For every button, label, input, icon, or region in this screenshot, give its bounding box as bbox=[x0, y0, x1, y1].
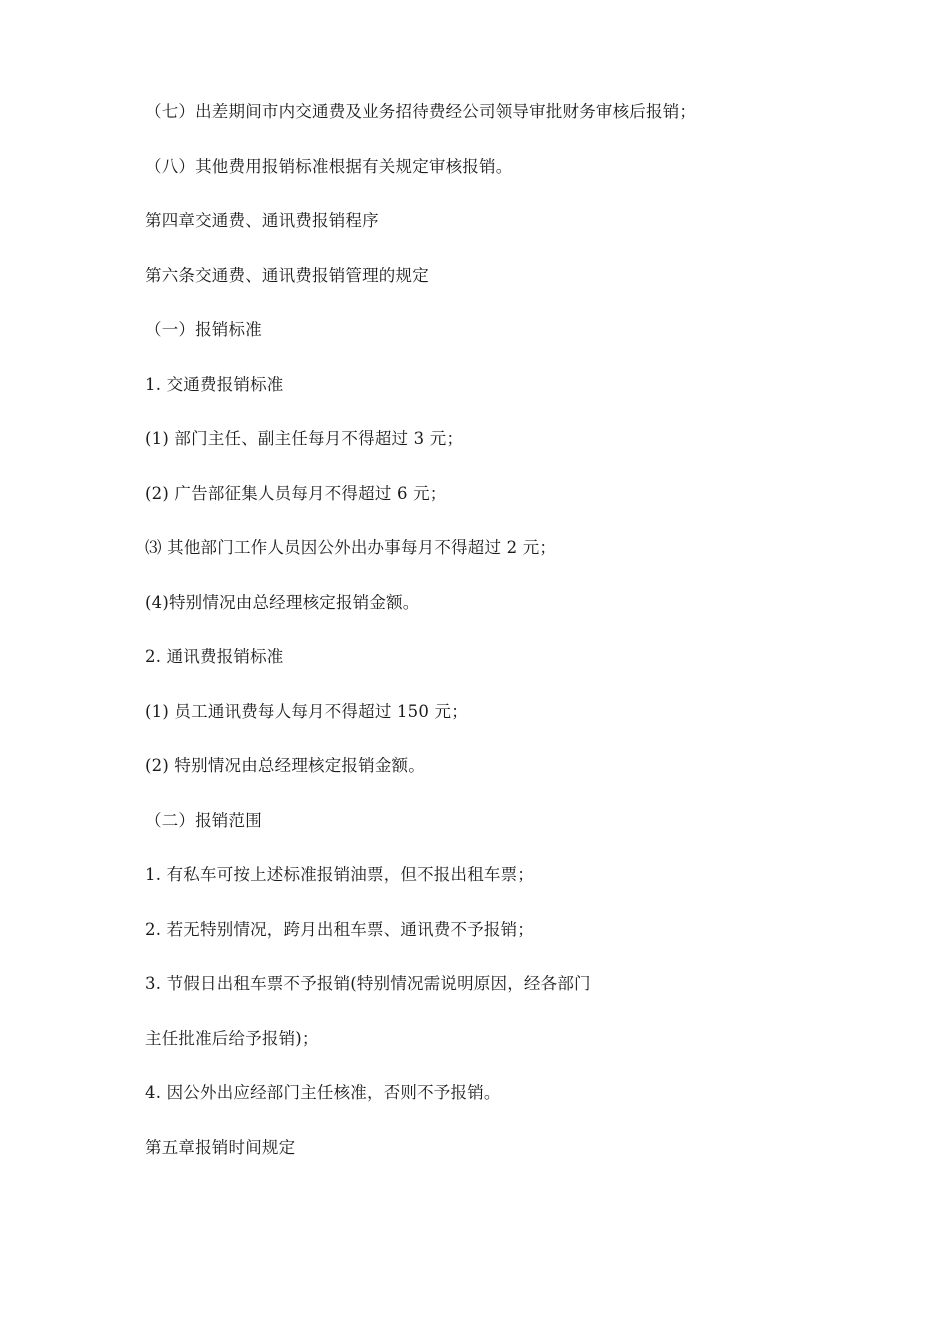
section-2-reimbursement-scope: （二）报销范围 bbox=[145, 810, 262, 830]
subitem-special-case: (4)特别情况由总经理核定报销金额。 bbox=[145, 592, 420, 612]
article-6-heading: 第六条交通费、通讯费报销管理的规定 bbox=[145, 265, 429, 285]
subitem-communication-special: (2) 特别情况由总经理核定报销金额。 bbox=[145, 756, 425, 775]
chapter-4-heading: 第四章交通费、通讯费报销程序 bbox=[145, 211, 379, 230]
item-transport-standard: 1. 交通费报销标准 bbox=[145, 374, 284, 394]
paragraph-7-city-transport: （七）出差期间市内交通费及业务招待费经公司领导审批财务审核后报销； bbox=[145, 102, 697, 121]
scope-item-1: 1. 有私车可按上述标准报销油票，但不报出租车票； bbox=[145, 865, 534, 884]
paragraph-8-other-expenses: （八）其他费用报销标准根据有关规定审核报销。 bbox=[145, 156, 513, 176]
scope-item-3: 3. 节假日出租车票不予报销(特别情况需说明原因，经各部门 bbox=[145, 974, 591, 993]
subitem-director-limit: (1) 部门主任、副主任每月不得超过 3 元； bbox=[145, 429, 464, 448]
section-1-reimbursement-standard: （一）报销标准 bbox=[145, 320, 262, 339]
subitem-ad-staff-limit: (2) 广告部征集人员每月不得超过 6 元； bbox=[145, 483, 447, 503]
subitem-other-staff-limit: ⑶ 其他部门工作人员因公外出办事每月不得超过 2 元； bbox=[145, 538, 557, 557]
item-communication-standard: 2. 通讯费报销标准 bbox=[145, 647, 284, 666]
subitem-communication-limit: (1) 员工通讯费每人每月不得超过 150 元； bbox=[145, 701, 468, 721]
scope-item-3-continued: 主任批准后给予报销)； bbox=[145, 1028, 319, 1048]
scope-item-4: 4. 因公外出应经部门主任核准，否则不予报销。 bbox=[145, 1083, 501, 1102]
chapter-5-heading: 第五章报销时间规定 bbox=[145, 1137, 296, 1157]
scope-item-2: 2. 若无特别情况，跨月出租车票、通讯费不予报销； bbox=[145, 919, 534, 939]
document-body bbox=[145, 99, 825, 1189]
